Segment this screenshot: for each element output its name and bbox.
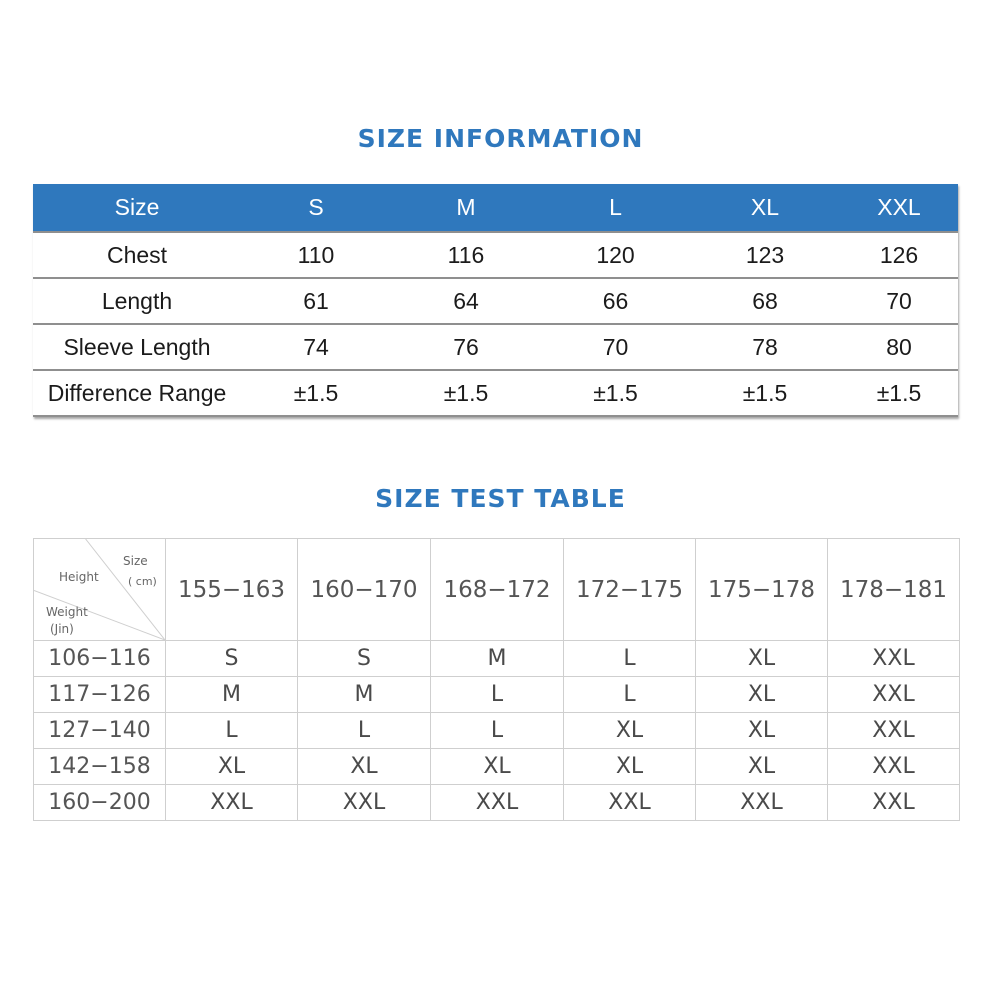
table-cell: 120 xyxy=(541,232,690,278)
size-cell: L xyxy=(166,713,298,749)
table-cell: 76 xyxy=(391,324,541,370)
size-header-cell: L xyxy=(609,194,622,220)
size-test-table xyxy=(33,538,960,821)
size-test-title: SIZE TEST TABLE xyxy=(375,484,626,513)
corner-header-cell xyxy=(34,539,166,641)
size-cell: XL xyxy=(298,749,431,785)
height-range-header: 172−175 xyxy=(564,539,696,641)
table-row xyxy=(34,713,960,749)
measurement-label: Length xyxy=(33,278,241,324)
size-cell: XL xyxy=(696,749,828,785)
table-row xyxy=(33,324,958,370)
size-cell: XXL xyxy=(166,785,298,821)
table-cell: 61 xyxy=(241,278,391,324)
table-cell: 64 xyxy=(391,278,541,324)
table-row xyxy=(33,232,958,278)
size-cell: L xyxy=(564,677,696,713)
size-cell: L xyxy=(564,641,696,677)
table-cell: ±1.5 xyxy=(241,370,391,416)
size-cell: XXL xyxy=(828,641,960,677)
height-range-header: 168−172 xyxy=(431,539,564,641)
weight-range-cell: 117−126 xyxy=(34,677,166,713)
table-cell: ±1.5 xyxy=(690,370,840,416)
size-header-cell: XXL xyxy=(877,194,921,220)
weight-label: Weight xyxy=(46,605,88,619)
table-cell: ±1.5 xyxy=(391,370,541,416)
size-cell: XXL xyxy=(564,785,696,821)
size-cell: XXL xyxy=(828,677,960,713)
size-cell: XL xyxy=(431,749,564,785)
size-cell: XL xyxy=(166,749,298,785)
size-information-table xyxy=(33,184,958,417)
size-cell: L xyxy=(431,713,564,749)
weight-range-cell: 106−116 xyxy=(34,641,166,677)
table-cell: 110 xyxy=(241,232,391,278)
table-cell: 126 xyxy=(840,232,958,278)
table-cell: 116 xyxy=(391,232,541,278)
table-row xyxy=(34,785,960,821)
size-cell: XL xyxy=(696,713,828,749)
size-cell: XL xyxy=(564,713,696,749)
size-cell: XXL xyxy=(828,785,960,821)
size-cell: XL xyxy=(696,677,828,713)
table-cell: ±1.5 xyxy=(541,370,690,416)
measurement-label: Chest xyxy=(33,232,241,278)
size-cell: XXL xyxy=(298,785,431,821)
table-row xyxy=(33,370,958,416)
table-cell: 70 xyxy=(840,278,958,324)
height-label: Height xyxy=(59,570,99,584)
table-cell: 68 xyxy=(690,278,840,324)
table-cell: 78 xyxy=(690,324,840,370)
measurement-label: Sleeve Length xyxy=(33,324,241,370)
size-header-cell: S xyxy=(308,194,324,220)
size-cell: M xyxy=(166,677,298,713)
table-row xyxy=(34,641,960,677)
size-label: Size xyxy=(123,554,148,568)
size-cell: M xyxy=(431,641,564,677)
size-cell: XXL xyxy=(828,713,960,749)
size-cell: XXL xyxy=(431,785,564,821)
weight-range-cell: 142−158 xyxy=(34,749,166,785)
weight-unit-label: (Jin) xyxy=(50,622,74,636)
size-cell: XL xyxy=(696,641,828,677)
measurement-label: Difference Range xyxy=(33,370,241,416)
height-range-header: 175−178 xyxy=(696,539,828,641)
table-row xyxy=(34,749,960,785)
size-cell: XL xyxy=(564,749,696,785)
table-cell: 80 xyxy=(840,324,958,370)
table-cell: 66 xyxy=(541,278,690,324)
table-cell: 70 xyxy=(541,324,690,370)
size-cell: S xyxy=(298,641,431,677)
size-cell: L xyxy=(431,677,564,713)
size-header-cell: Size xyxy=(114,194,160,220)
size-header-row xyxy=(33,184,958,232)
table-cell: 74 xyxy=(241,324,391,370)
table-cell: 123 xyxy=(690,232,840,278)
size-information-title: SIZE INFORMATION xyxy=(357,124,644,153)
weight-range-cell: 160−200 xyxy=(34,785,166,821)
height-range-header: 178−181 xyxy=(828,539,960,641)
table-cell: ±1.5 xyxy=(840,370,958,416)
weight-range-cell: 127−140 xyxy=(34,713,166,749)
size-cell: XXL xyxy=(696,785,828,821)
size-cell: S xyxy=(166,641,298,677)
height-range-header: 155−163 xyxy=(166,539,298,641)
height-header-row xyxy=(34,539,960,641)
height-range-header: 160−170 xyxy=(298,539,431,641)
size-cell: L xyxy=(298,713,431,749)
table-row xyxy=(33,278,958,324)
size-header-cell: XL xyxy=(750,194,780,220)
size-cell: XXL xyxy=(828,749,960,785)
size-header-cell: M xyxy=(456,194,476,220)
unit-label: ( cm) xyxy=(128,575,157,588)
table-row xyxy=(34,677,960,713)
size-cell: M xyxy=(298,677,431,713)
